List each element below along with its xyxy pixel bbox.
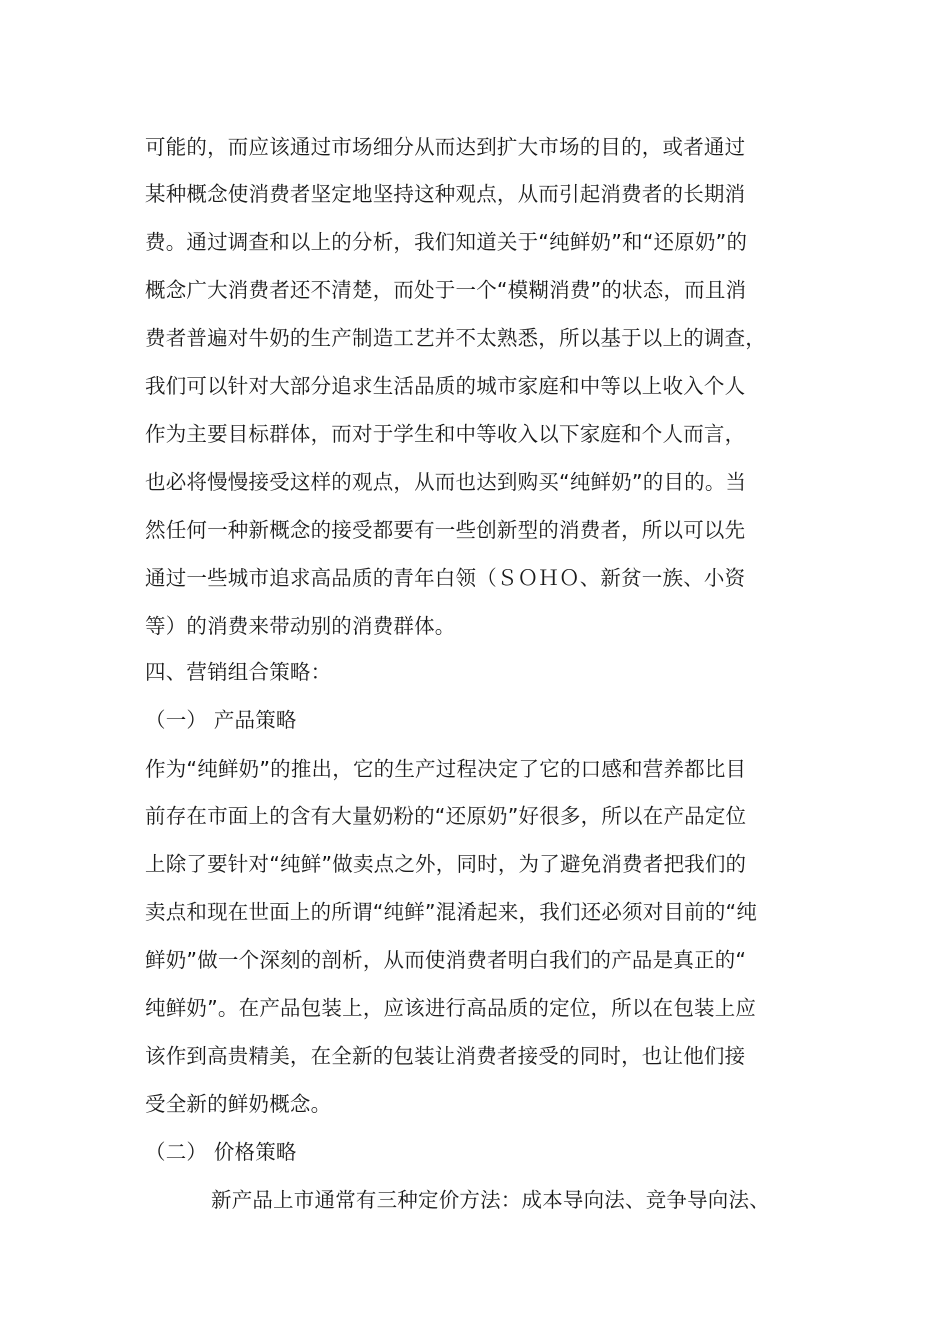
text-line-21: 受全新的鲜奶概念。 [145,1092,332,1116]
text-line-3: 费。通过调查和以上的分析，我们知道关于“纯鲜奶”和“还原奶”的 [145,230,748,254]
text-line-18: 鲜奶”做一个深刻的剖析，从而使消费者明白我们的产品是真正的“ [145,948,747,972]
section-heading-marketing-mix: 四、营销组合策略： [145,660,332,684]
subsection-heading-product-strategy: （一） 产品策略 [145,708,297,732]
text-line-8: 也必将慢慢接受这样的观点，从而也达到购买“纯鲜奶”的目的。当 [145,470,747,494]
text-line-11: 等）的消费来带动别的消费群体。 [145,614,456,638]
text-line-23: 新产品上市通常有三种定价方法：成本导向法、竞争导向法、 [211,1188,770,1212]
text-line-5: 费者普遍对牛奶的生产制造工艺并不太熟悉，所以基于以上的调查， [145,326,766,350]
text-line-17: 卖点和现在世面上的所谓“纯鲜”混淆起来，我们还必须对目前的“纯 [145,900,758,924]
text-line-1: 可能的，而应该通过市场细分从而达到扩大市场的目的，或者通过 [145,135,746,159]
text-line-16: 上除了要针对“纯鲜”做卖点之外，同时，为了避免消费者把我们的 [145,852,747,876]
text-line-2: 某种概念使消费者坚定地坚持这种观点，从而引起消费者的长期消 [145,182,746,206]
text-line-14: 作为“纯鲜奶”的推出，它的生产过程决定了它的口感和营养都比目 [145,757,747,781]
text-line-4: 概念广大消费者还不清楚，而处于一个“模糊消费”的状态，而且消 [145,278,747,302]
text-line-10: 通过一些城市追求高品质的青年白领（ＳＯＨＯ、新贫一族、小资 [145,566,746,590]
text-line-19: 纯鲜奶”。在产品包装上，应该进行高品质的定位，所以在包装上应 [145,996,757,1020]
text-line-9: 然任何一种新概念的接受都要有一些创新型的消费者，所以可以先 [145,518,746,542]
text-line-6: 我们可以针对大部分追求生活品质的城市家庭和中等以上收入个人 [145,374,746,398]
subsection-heading-price-strategy: （二） 价格策略 [145,1140,297,1164]
text-line-15: 前存在市面上的含有大量奶粉的“还原奶”好很多，所以在产品定位 [145,804,747,828]
text-line-7: 作为主要目标群体，而对于学生和中等收入以下家庭和个人而言， [145,422,746,446]
text-line-20: 该作到高贵精美，在全新的包装让消费者接受的同时，也让他们接 [145,1044,746,1068]
